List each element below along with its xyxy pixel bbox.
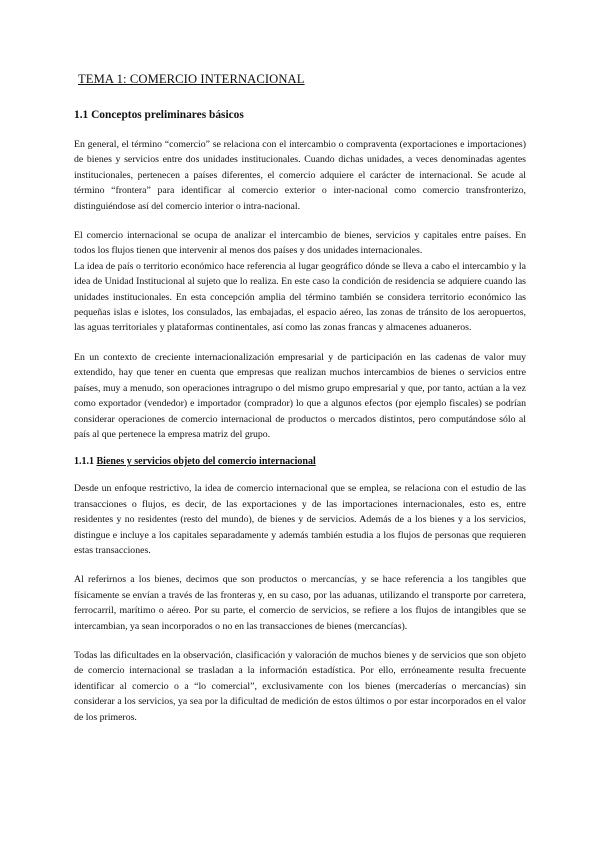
section-title: Bienes y servicios objeto del comercio internacional (96, 456, 316, 468)
paragraph-5: Al referirnos a los bienes, decimos que son productos o mercancías, y se hace referencia a los tangibles que físicamente se envían a través de las fronteras y, en su caso, por las aduanas, utilizando el transporte por carretera, ferrocarril, marítimo o aéreo. Por su parte, el comercio de servicios, se refiere a los flujos de intangibles que se intercambian, ya sean incorporados o no en las transacciones de bienes (mercancías). (74, 574, 526, 632)
section-heading-1-1: 1.1 Conceptos preliminares básicos (74, 109, 244, 121)
document-page (74, 72, 526, 725)
paragraph-2a: El comercio internacional se ocupa de analizar el intercambio de bienes, servicios y capitales entre países. En todos los flujos tienen que intervenir al menos dos países y dos unidades internacionales. (74, 230, 526, 257)
page-title: TEMA 1: COMERCIO INTERNACIONAL (78, 72, 305, 86)
paragraph-2b: La idea de país o territorio económico hace referencia al lugar geográfico dónde se lleva a cabo el intercambio y la idea de Unidad Institucional al sujeto que lo realiza. En este caso la condición de residencia se adquiere cuando las unidades institucionales. En esta concepción amplia del término también se considera territorio económico las pequeñas islas e islotes, los consulados, las embajadas, el espacio aéreo, las zonas de tránsito de los aeropuertos, las aguas territoriales y plataformas continentales, así como las zonas francas y almacenes aduaneros. (74, 260, 526, 334)
paragraph-4: Desde un enfoque restrictivo, la idea de comercio internacional que se emplea, se relaciona con el estudio de las transacciones o flujos, es decir, de las exportaciones y de las importaciones internacionales, esto es, entre residentes y no residentes (resto del mundo), de bienes y de servicios. Además de a los bienes y a los servicios, distingue e incluye a los capitales separadamente y además también estudia a los flujos de personas que requieren estas transacciones. (74, 483, 526, 556)
paragraph-6: Todas las dificultades en la observación, clasificación y valoración de muchos bienes y de servicios que son objeto de comercio internacional se trasladan a la información estadística. Por ello, erróneamente resulta frecuente identificar al comercio o a “lo comercial”, exclusivamente con los bienes (mercaderías o mercancías) sin considerar a los servicios, ya sea por la dificultad de medición de estos últimos o por estar incorporados en el valor de los primeros. (74, 649, 526, 723)
section-number: 1.1.1 (74, 456, 94, 468)
paragraph-1: En general, el término “comercio” se relaciona con el intercambio o compraventa (exportaciones e importaciones) de bienes y servicios entre dos unidades institucionales. Cuando dichas unidades, a veces denominadas agentes institucionales, pertenecen a países diferentes, el comercio adquiere el carácter de internacional. Se acude al término “frontera” para identificar al comercio exterior o inter-nacional como comercio transfronterizo, distinguiéndose así del comercio interior o intra-nacional. (74, 139, 526, 212)
paragraph-3: En un contexto de creciente internacionalización empresarial y de participación en las cadenas de valor muy extendido, hay que tener en cuenta que empresas que realizan muchos intercambios de bienes o servicios entre países, muy a menudo, son operaciones intragrupo o del mismo grupo empresarial y que, por tanto, actúan a la vez como exportador (vendedor) e importador (comprador) lo que a algunos efectos (por ejemplo fiscales) se podrían considerar operaciones de comercio internacional de productos o mercados distintos, pero computándose sólo al país al que pertenece la empresa matriz del grupo. (74, 351, 526, 440)
section-heading-1-1-1 (74, 456, 526, 467)
